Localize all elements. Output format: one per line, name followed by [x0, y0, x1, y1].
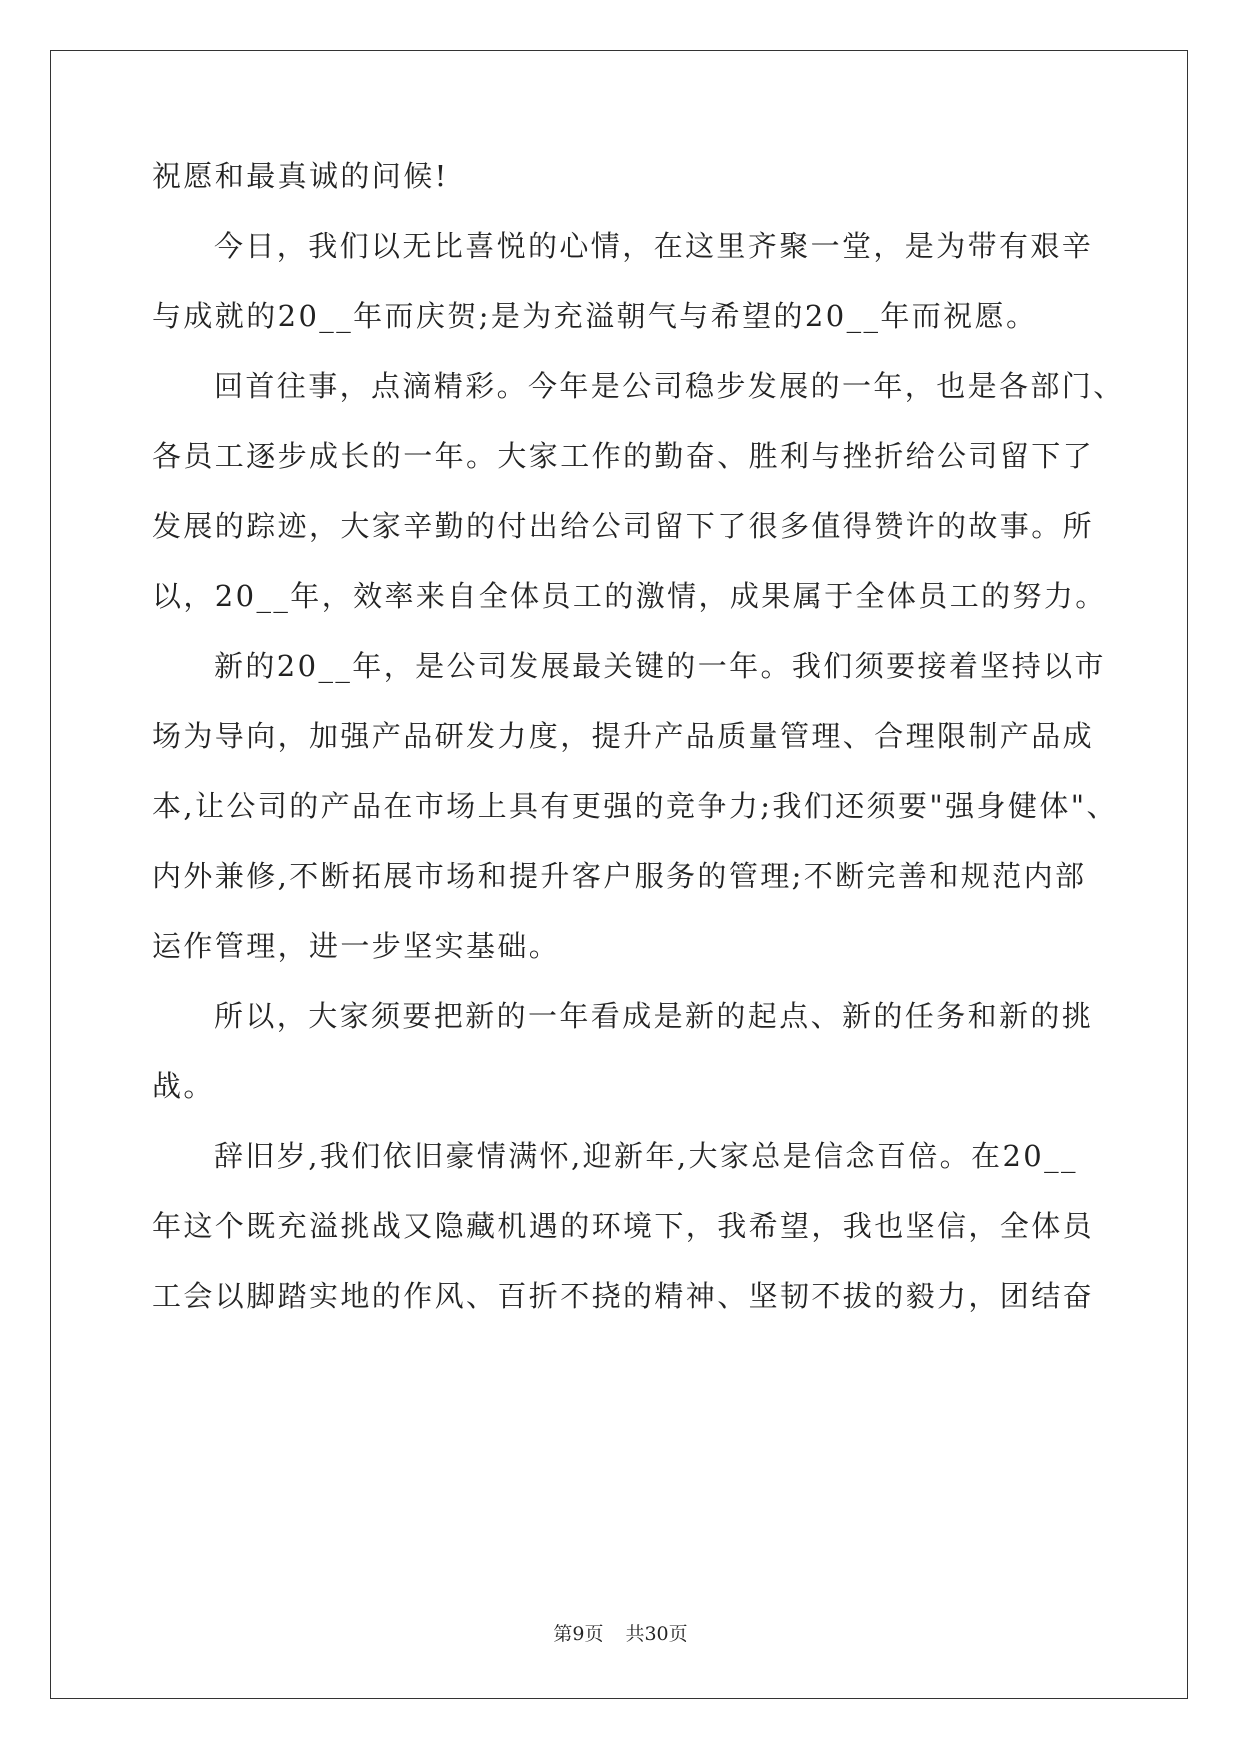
text-line: 工会以脚踏实地的作风、百折不挠的精神、坚韧不拔的毅力，团结奋: [152, 1279, 1095, 1313]
text-line: 运作管理，进一步坚实基础。: [152, 929, 561, 963]
page-footer: [0, 1622, 1241, 1646]
text-line: 本,让公司的产品在市场上具有更强的竞争力;我们还须要"强身健体"、: [152, 789, 1118, 823]
text-line: 发展的踪迹，大家辛勤的付出给公司留下了很多值得赞许的故事。所: [152, 509, 1095, 543]
text-line: 战。: [152, 1069, 215, 1103]
paragraph-first-line: 新的20__年，是公司发展最关键的一年。我们须要接着坚持以市: [214, 649, 1106, 683]
text-line: 场为导向，加强产品研发力度，提升产品质量管理、合理限制产品成: [152, 719, 1095, 753]
paragraph-first-line: 辞旧岁,我们依旧豪情满怀,迎新年,大家总是信念百倍。在20__: [214, 1139, 1078, 1173]
text-line: 内外兼修,不断拓展市场和提升客户服务的管理;不断完善和规范内部: [152, 859, 1087, 893]
text-line: 以，20__年，效率来自全体员工的激情，成果属于全体员工的努力。: [152, 579, 1107, 613]
text-line: 各员工逐步成长的一年。大家工作的勤奋、胜利与挫折给公司留下了: [152, 439, 1095, 473]
text-line: 与成就的20__年而庆贺;是为充溢朝气与希望的20__年而祝愿。: [152, 299, 1038, 333]
paragraph-first-line: 所以，大家须要把新的一年看成是新的起点、新的任务和新的挑: [214, 999, 1094, 1033]
paragraph-first-line: 今日，我们以无比喜悦的心情，在这里齐聚一堂，是为带有艰辛: [214, 229, 1094, 263]
paragraph-first-line: 回首往事，点滴精彩。今年是公司稳步发展的一年，也是各部门、: [214, 369, 1125, 403]
page-total: 共30页: [625, 1623, 688, 1645]
text-line: 年这个既充溢挑战又隐藏机遇的环境下，我希望，我也坚信，全体员: [152, 1209, 1095, 1243]
text-line: 祝愿和最真诚的问候!: [152, 159, 449, 193]
page-number: 第9页: [553, 1623, 604, 1645]
